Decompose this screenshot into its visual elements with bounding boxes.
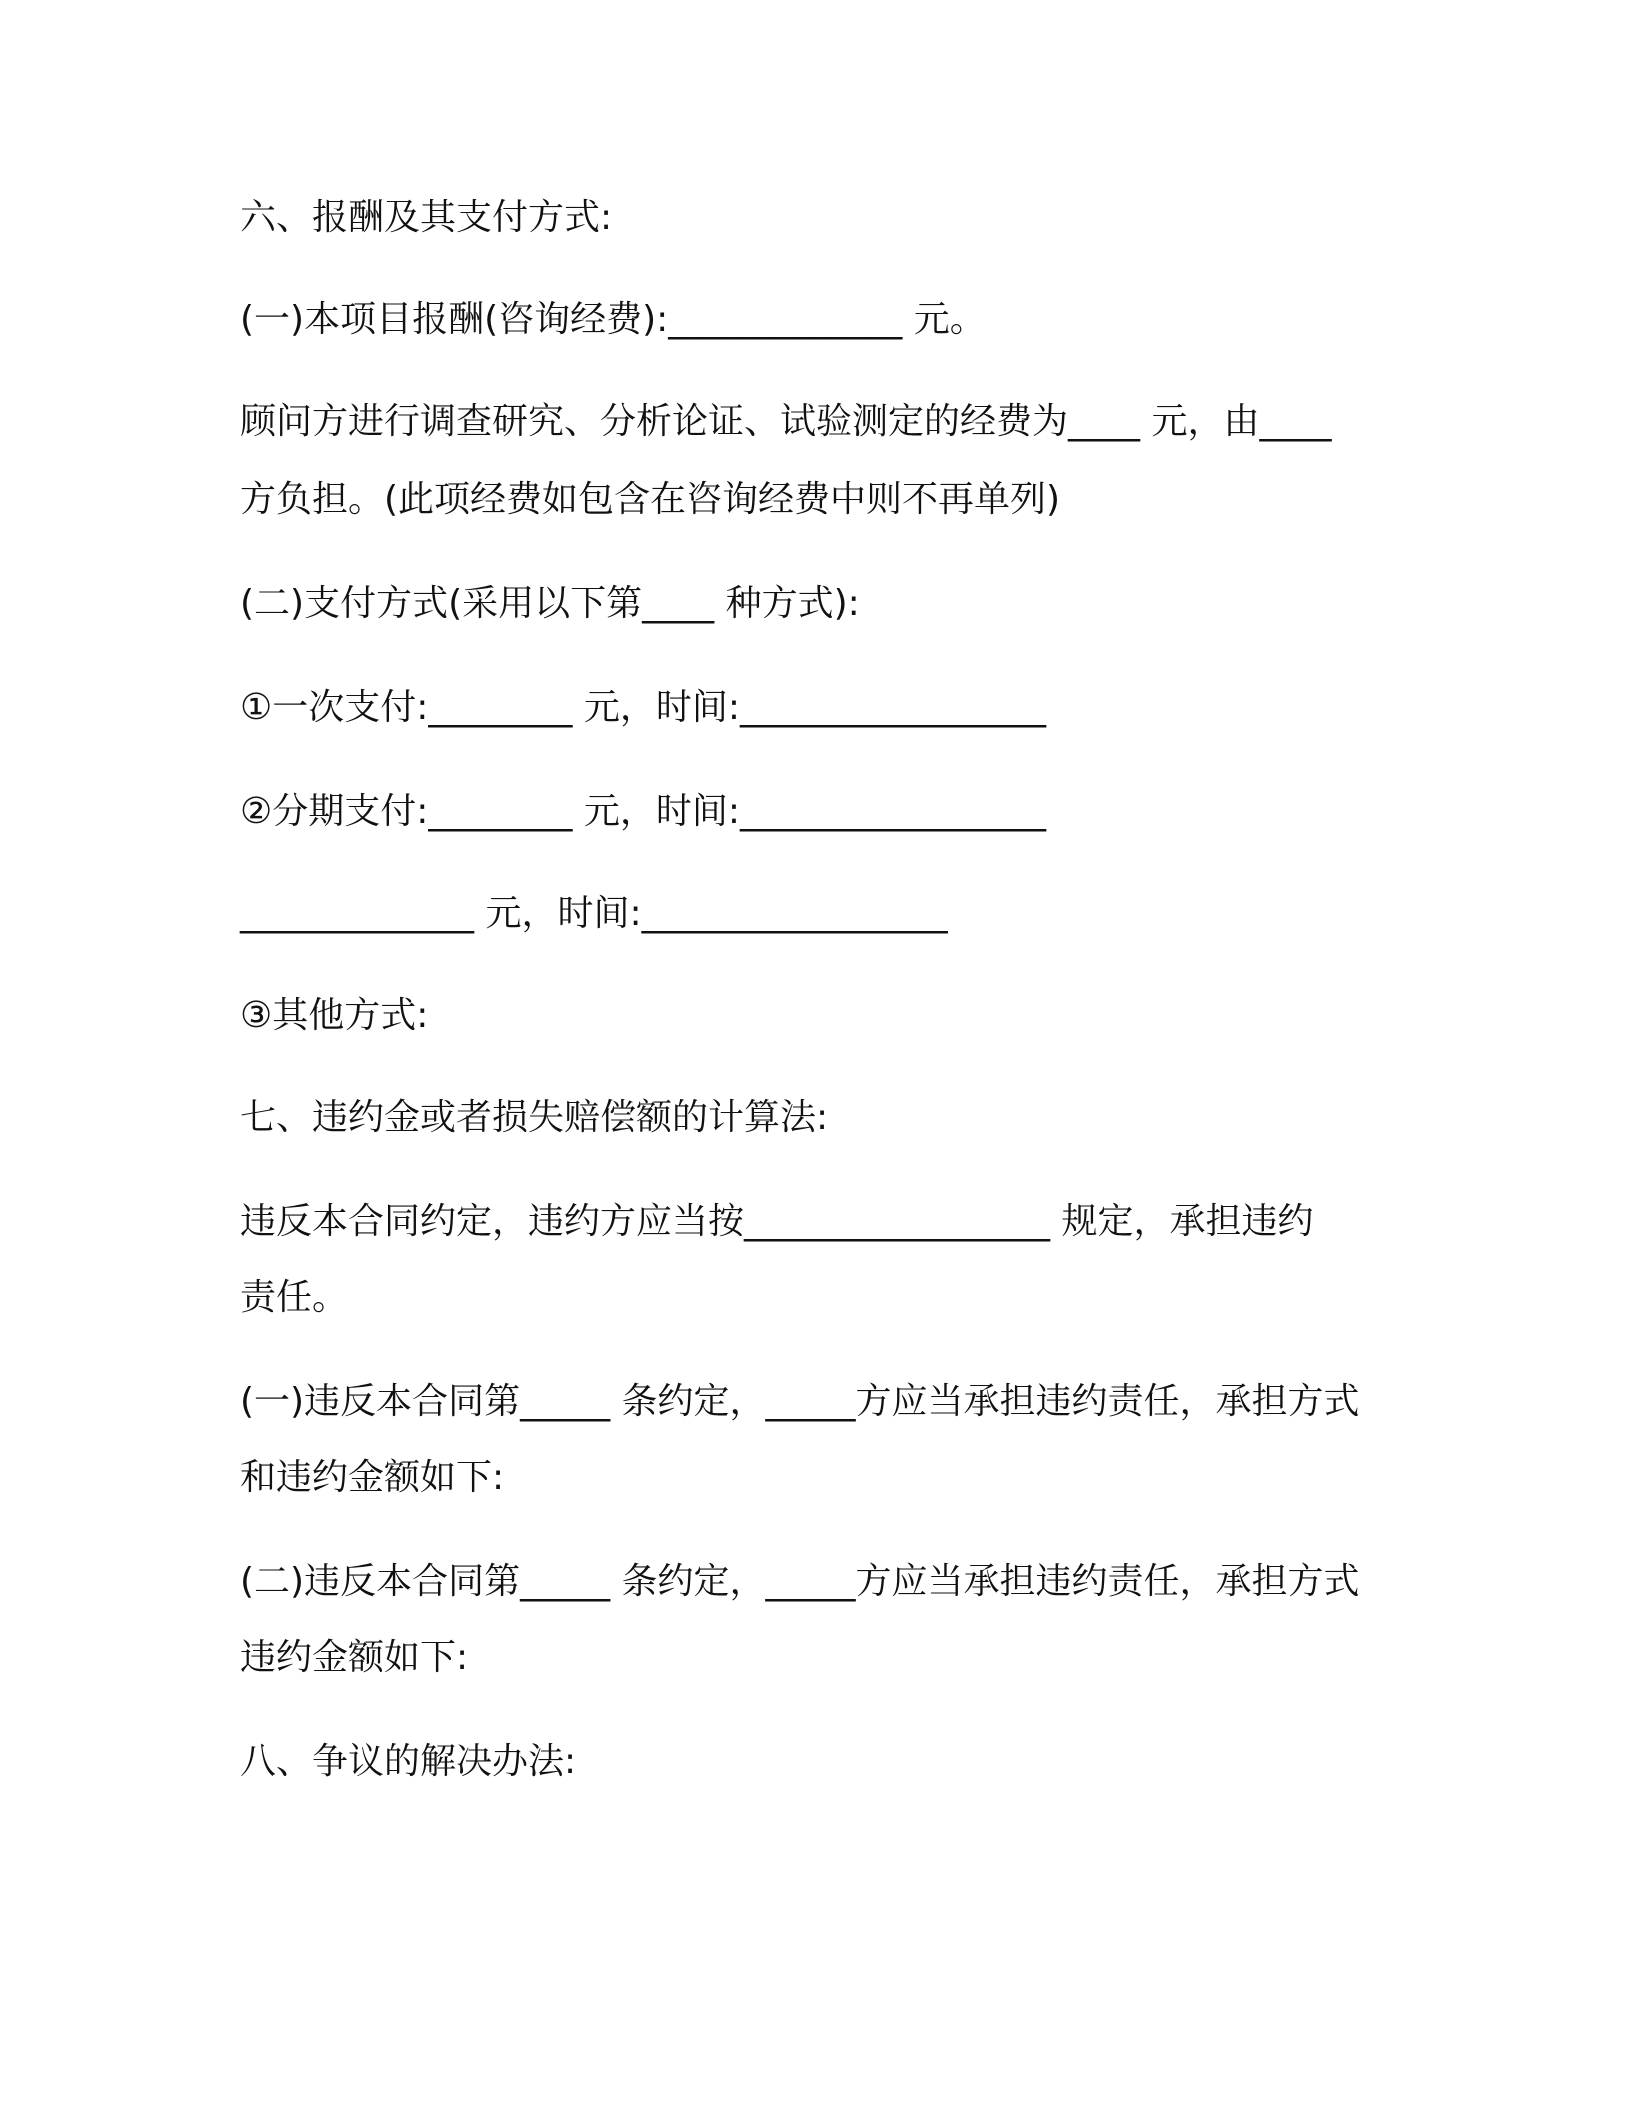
breach-clause-1-line-2: 和违约金额如下: [240, 1457, 505, 1498]
section-8-heading: 八、争议的解决办法: [240, 1741, 577, 1782]
breach-clause-1-line-1: (一)违反本合同第_____ 条约定，_____方应当承担违约责任，承担方式 [240, 1381, 1360, 1422]
installment-payment-line: ②分期支付:________ 元，时间:_________________ [240, 791, 1046, 832]
remuneration-amount-line: (一)本项目报酬(咨询经费):_____________ 元。 [240, 299, 986, 340]
other-method-line: ③其他方式: [240, 995, 429, 1036]
payment-method-line: (二)支付方式(采用以下第____ 种方式): [240, 583, 860, 624]
research-expense-line-2: 方负担。(此项经费如包含在咨询经费中则不再单列) [240, 479, 1061, 520]
breach-clause-2-line-2: 违约金额如下: [240, 1637, 469, 1678]
installment-continued-line: _____________ 元，时间:_________________ [240, 893, 948, 934]
section-7-heading: 七、违约金或者损失赔偿额的计算法: [240, 1097, 829, 1138]
section-6-heading: 六、报酬及其支付方式: [240, 197, 613, 238]
breach-clause-2-line-1: (二)违反本合同第_____ 条约定，_____方应当承担违约责任，承担方式 [240, 1561, 1360, 1602]
breach-liability-line-2: 责任。 [240, 1277, 349, 1318]
lump-sum-payment-line: ①一次支付:________ 元，时间:_________________ [240, 687, 1046, 728]
research-expense-line-1: 顾问方进行调查研究、分析论证、试验测定的经费为____ 元，由____ [240, 401, 1332, 442]
breach-liability-line-1: 违反本合同约定，违约方应当按_________________ 规定，承担违约 [240, 1201, 1314, 1242]
